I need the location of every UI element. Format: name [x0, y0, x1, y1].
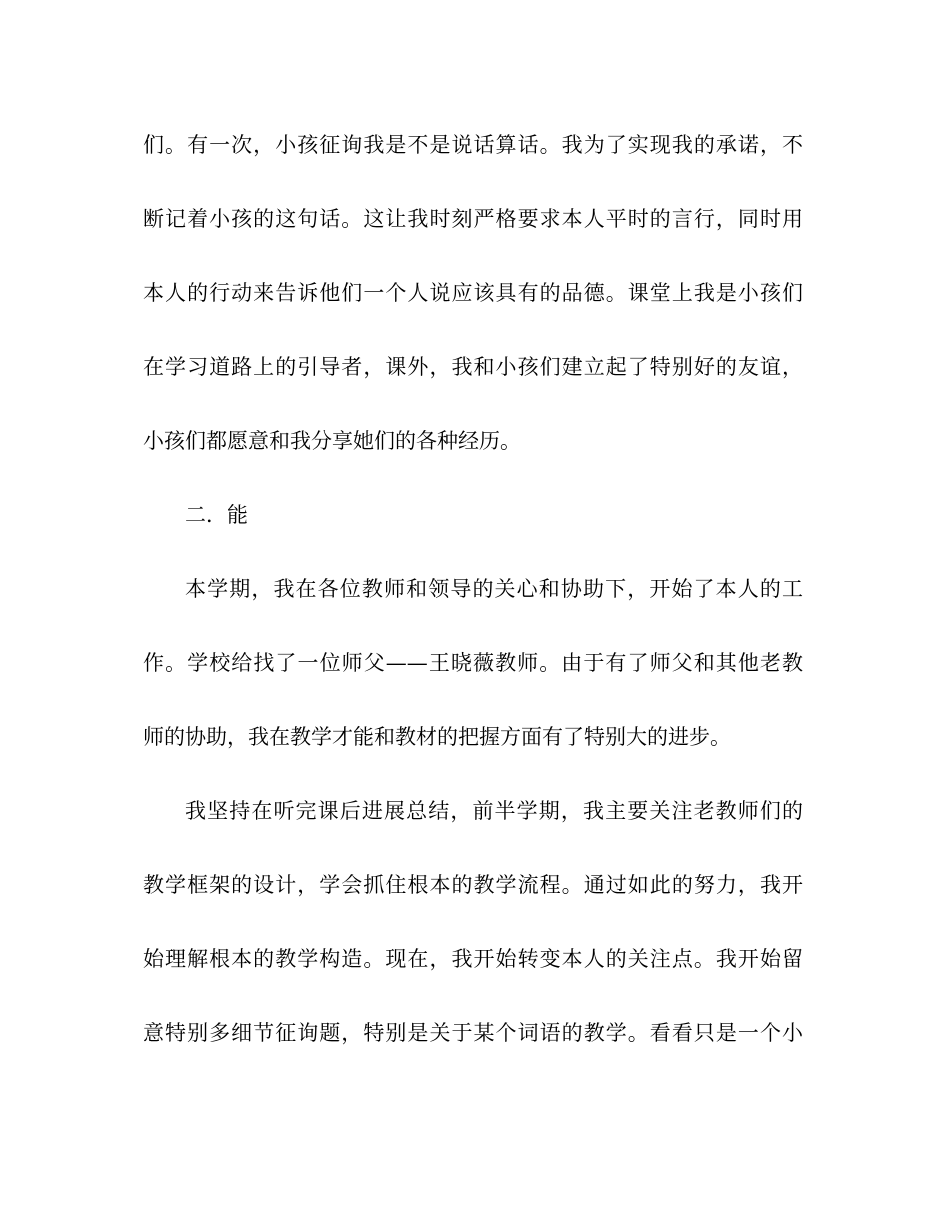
body-line: 师的协助，我在教学才能和教材的把握方面有了特别大的进步。 — [143, 725, 731, 749]
body-line: 本人的行动来告诉他们一个人说应该具有的品德。课堂上我是小孩们 — [143, 281, 803, 305]
body-line: 断记着小孩的这句话。这让我时刻严格要求本人平时的言行，同时用 — [143, 207, 803, 231]
body-line: 们。有一次，小孩征询我是不是说话算话。我为了实现我的承诺，不 — [143, 133, 803, 157]
body-line: 作。学校给找了一位师父——王晓薇教师。由于有了师父和其他老教 — [143, 651, 803, 675]
body-line: 始理解根本的教学构造。现在，我开始转变本人的关注点。我开始留 — [143, 947, 803, 971]
document-body — [143, 125, 803, 1087]
body-line: 我坚持在听完课后进展总结，前半学期，我主要关注老教师们的 — [185, 799, 803, 823]
section-heading: 二．能 — [185, 503, 248, 527]
body-line: 教学框架的设计，学会抓住根本的教学流程。通过如此的努力，我开 — [143, 873, 803, 897]
body-line: 意特别多细节征询题，特别是关于某个词语的教学。看看只是一个小 — [143, 1021, 803, 1045]
body-line: 本学期，我在各位教师和领导的关心和协助下，开始了本人的工 — [185, 577, 803, 601]
body-line: 小孩们都愿意和我分享她们的各种经历。 — [143, 429, 521, 453]
body-line: 在学习道路上的引导者，课外，我和小孩们建立起了特别好的友谊， — [143, 355, 803, 379]
